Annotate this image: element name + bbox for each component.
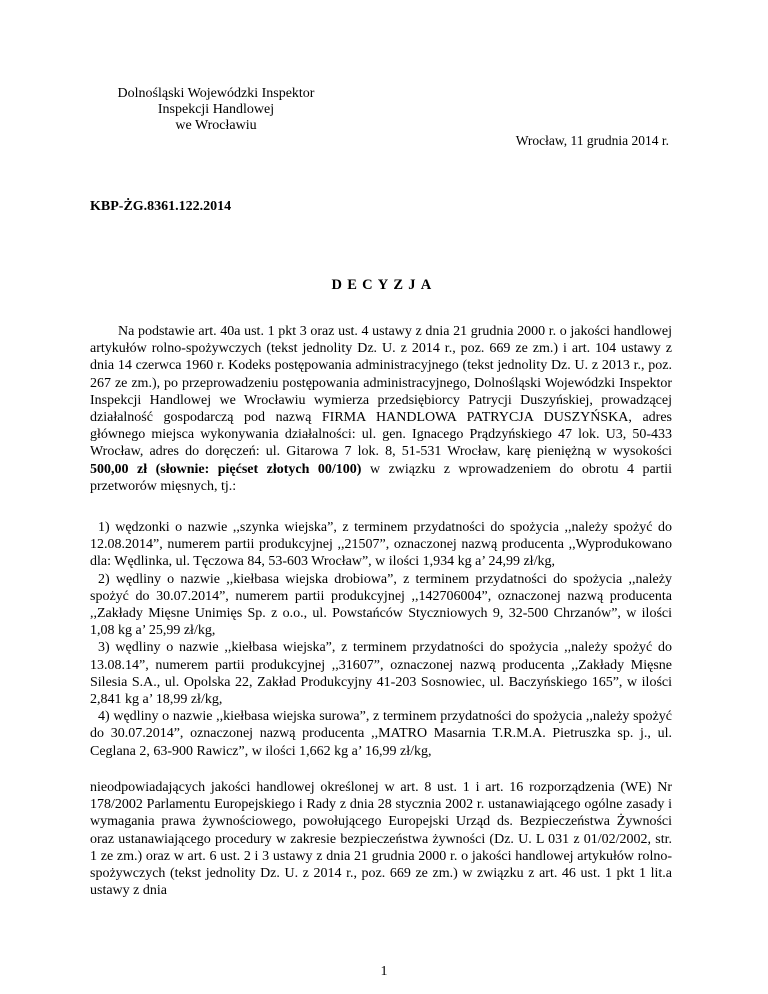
list-item: 2) wędliny o nazwie ,,kiełbasa wiejska drobiowa”, z terminem przydatności do spożycia ,,należy spożyć do 30.07.2014”, numerem partii produkcyjnej ,,142706004”, oznaczonej nazwą producenta ,,Zakłady Mięsne Unimięs Sp. z o.o., ul. Powstańców Styczniowych 9, 32-500 Chrzanów”, w ilości 1,08 kg a’ 25,99 zł/kg,	[90, 571, 672, 639]
penalty-amount: 500,00 zł (słownie: pięćset złotych 00/100)	[90, 461, 362, 477]
authority-line: we Wrocławiu	[175, 118, 257, 133]
list-item: 1) wędzonki o nazwie ,,szynka wiejska”, z terminem przydatności do spożycia ,,należy spożyć do 12.08.2014”, numerem partii produkcyjnej ,,21507”, oznaczonej nazwą producenta ,,Wyprodukowano dla: Wędlinka, ul. Tęczowa 84, 53-603 Wrocław”, w ilości 1,934 kg a’ 24,99 zł/kg,	[90, 520, 672, 570]
document-title: DECYZJA	[331, 277, 437, 293]
intro-text: Na podstawie art. 40a ust. 1 pkt 3 oraz ust. 4 ustawy z dnia 21 grudnia 2000 r. o jakości handlowej artykułów rolno-spożywczych (tekst jednolity Dz. U. z 2014 r., poz. 669 ze zm.) i art. 104 ustawy z dnia 14 czerwca 1960 r. Kodeks postępowania administracyjnego (tekst jednolity Dz. U. z 2013 r., poz. 267 ze zm.), po przeprowadzeniu postępowania administracyjnego, Dolnośląski Wojewódzki Inspektor Inspekcji Handlowej we Wrocławiu wymierza przedsiębiorcy Patrycji Duszyńskiej, prowadzącej działalność gospodarczą pod nazwą FIRMA HANDLOWA PATRYCJA DUSZYŃSKA, adres głównego miejsca wykonywania działalności: ul. gen. Ignacego Prądzyńskiego 47 lok. U3, 50-433 Wrocław, adres do doręczeń: ul. Gitarowa 7 lok. 8, 51-531 Wrocław, karę pieniężną w wysokości	[90, 324, 672, 460]
authority-line: Inspekcji Handlowej	[157, 102, 275, 117]
place-and-date: Wrocław, 11 grudnia 2014 r.	[515, 133, 669, 148]
issuing-authority	[86, 86, 346, 134]
closing-paragraph: nieodpowiadających jakości handlowej określonej w art. 8 ust. 1 i art. 16 rozporządzenia (WE) Nr 178/2002 Parlamentu Europejskiego i Rady z dnia 28 stycznia 2002 r. ustanawiającego ogólne zasady i wymagania prawa żywnościowego, powołującego Europejski Urząd ds. Bezpieczeństwa Żywności oraz ustanawiającego procedury w zakresie bezpieczeństwa żywności (Dz. U. L 031 z 01/02/2002, str. 1 ze zm.) oraz w art. 6 ust. 2 i 3 ustawy z dnia 21 grudnia 2000 r. o jakości handlowej artykułów rolno-spożywczych (tekst jednolity Dz. U. z 2014 r., poz. 669 ze zm.) w związku z art. 46 ust. 1 pkt 1 lit.a ustawy z dnia	[90, 780, 672, 899]
intro-text-continued: w związku z wprowadzeniem do obrotu 4 partii przetworów mięsnych, tj.:	[90, 461, 672, 494]
authority-line: Dolnośląski Wojewódzki Inspektor	[117, 86, 315, 101]
intro-paragraph	[90, 323, 672, 495]
list-item: 4) wędliny o nazwie ,,kiełbasa wiejska surowa”, z terminem przydatności do spożycia ,,należy spożyć do 30.07.2014”, oznaczonej nazwą producenta ,,MATRO Masarnia T.R.M.A. Pietruszka sp. j., ul. Ceglana 2, 63-900 Rawicz”, w ilości 1,662 kg a’ 16,99 zł/kg,	[90, 709, 672, 759]
page-number: 1	[380, 964, 388, 979]
product-list	[90, 519, 672, 760]
case-number: KBP-ŻG.8361.122.2014	[90, 199, 232, 214]
list-item: 3) wędliny o nazwie ,,kiełbasa wiejska”, z terminem przydatności do spożycia ,,należy spożyć do 13.08.14”, numerem partii produkcyjnej ,,31607”, oznaczonej nazwą producenta ,,Zakłady Mięsne Silesia S.A., ul. Opolska 22, Zakład Produkcyjny 41-203 Sosnowiec, ul. Baczyńskiego 165”, w ilości 2,841 kg a’ 18,99 zł/kg,	[90, 640, 672, 708]
